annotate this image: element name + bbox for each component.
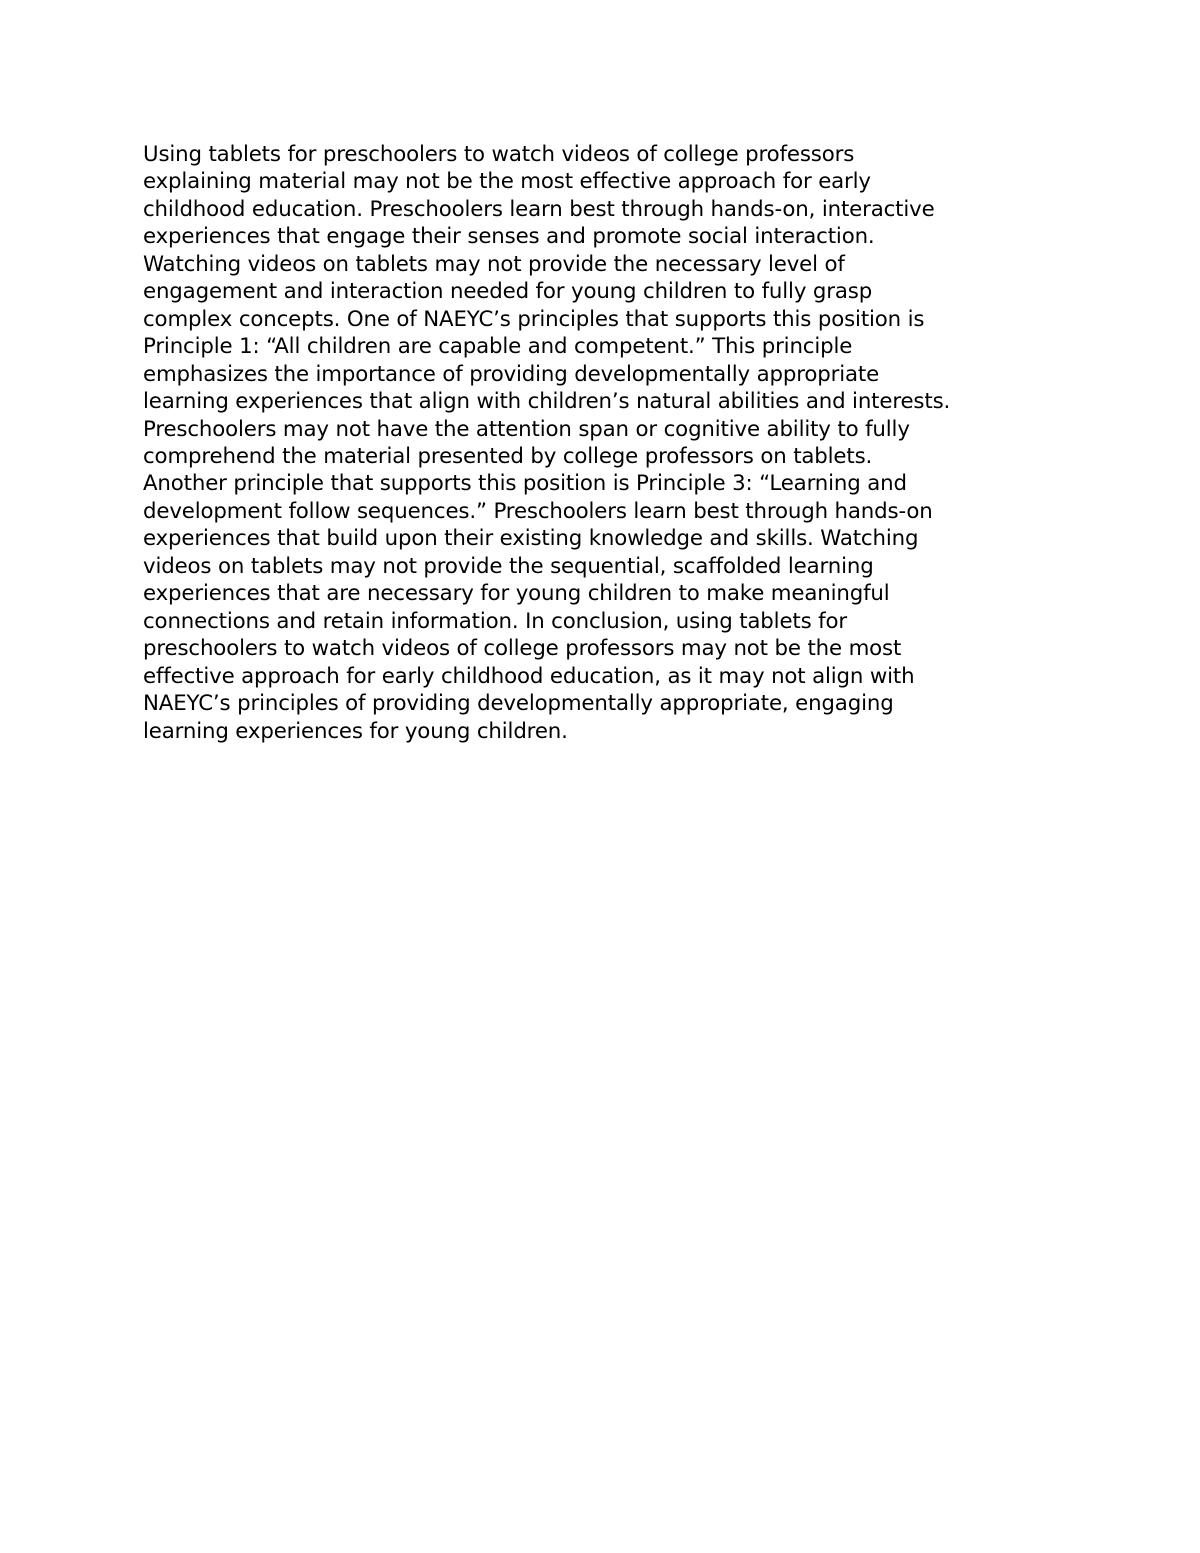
paragraph-line: experiences that engage their senses and promote social interaction. (143, 224, 875, 250)
paragraph-line: videos on tablets may not provide the sequential, scaffolded learning (143, 553, 874, 579)
paragraph-line: Another principle that supports this position is Principle 3: “Learning and (143, 471, 907, 497)
paragraph-line: Using tablets for preschoolers to watch videos of college professors (143, 142, 855, 167)
paragraph-line: experiences that build upon their existing knowledge and skills. Watching (143, 526, 919, 552)
paragraph-line: Preschoolers may not have the attention span or cognitive ability to fully (143, 416, 910, 442)
paragraph-line: development follow sequences.” Preschoolers learn best through hands-on (143, 498, 933, 524)
body-paragraph (143, 141, 1073, 745)
paragraph-line: learning experiences for young children. (143, 718, 568, 744)
paragraph-line: explaining material may not be the most effective approach for early (143, 169, 871, 195)
paragraph-line: NAEYC’s principles of providing developmentally appropriate, engaging (143, 691, 894, 717)
paragraph-line: emphasizes the importance of providing developmentally appropriate (143, 361, 880, 387)
paragraph-line: effective approach for early childhood education, as it may not align with (143, 663, 915, 689)
paragraph-line: complex concepts. One of NAEYC’s principles that supports this position is (143, 306, 925, 332)
paragraph-line: learning experiences that align with children’s natural abilities and interests. (143, 389, 951, 415)
paragraph-line: connections and retain information. In conclusion, using tablets for (143, 608, 847, 634)
paragraph-line: engagement and interaction needed for young children to fully grasp (143, 279, 873, 305)
paragraph-line: comprehend the material presented by college professors on tablets. (143, 443, 873, 469)
paragraph-line: Watching videos on tablets may not provide the necessary level of (143, 251, 845, 277)
paragraph-line: preschoolers to watch videos of college professors may not be the most (143, 636, 902, 662)
paragraph-line: experiences that are necessary for young children to make meaningful (143, 581, 890, 607)
paragraph-line: childhood education. Preschoolers learn best through hands-on, interactive (143, 196, 935, 222)
paragraph-line: Principle 1: “All children are capable and competent.” This principle (143, 334, 853, 360)
